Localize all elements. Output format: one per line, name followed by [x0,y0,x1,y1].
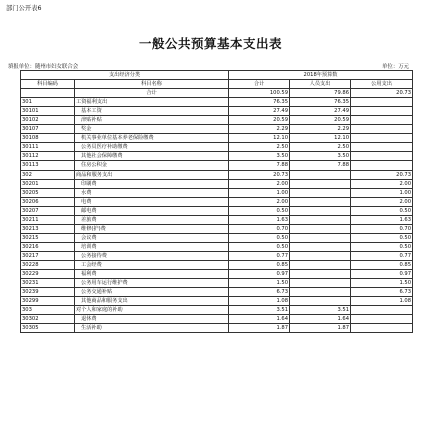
row-total: 0.97 [229,270,290,279]
row-public [351,125,413,134]
row-code: 30299 [21,297,75,306]
row-public: 0.97 [351,270,413,279]
row-personnel [290,242,351,251]
row-total: 1.00 [229,188,290,197]
row-public [351,315,413,324]
table-row [21,251,413,260]
row-personnel: 7.88 [290,161,351,170]
row-name: 商品和服务支出 [75,170,229,179]
row-total: 0.50 [229,242,290,251]
header-name: 科目名称 [75,80,229,89]
row-total: 2.00 [229,179,290,188]
row-code: 30201 [21,179,75,188]
row-public: 1.63 [351,215,413,224]
row-name: 维修(护)费 [75,224,229,233]
table-row [21,297,413,306]
table-row [21,206,413,215]
table-row [21,260,413,269]
row-personnel [290,288,351,297]
row-name: 公务员医疗补助缴费 [75,143,229,152]
row-public [351,143,413,152]
row-public: 0.70 [351,224,413,233]
row-code: 301 [21,98,75,107]
row-name: 福利费 [75,270,229,279]
table-row [21,233,413,242]
table-tag: 部门公开表6 [6,5,42,12]
row-public: 20.73 [351,89,413,98]
row-total: 6.73 [229,288,290,297]
row-total: 20.73 [229,170,290,179]
row-name: 机关事业单位基本养老保险缴费 [75,134,229,143]
row-personnel: 2.50 [290,143,351,152]
row-personnel [290,197,351,206]
row-personnel [290,224,351,233]
row-code: 30211 [21,215,75,224]
row-public [351,116,413,125]
row-personnel: 79.86 [290,89,351,98]
row-name: 公务接待费 [75,251,229,260]
row-personnel: 76.35 [290,98,351,107]
row-code: 30108 [21,134,75,143]
table-row [21,107,413,116]
row-code: 30216 [21,242,75,251]
row-code: 30213 [21,224,75,233]
row-public: 0.50 [351,206,413,215]
row-name: 其他商品和服务支出 [75,297,229,306]
row-total: 0.85 [229,260,290,269]
table-row [21,215,413,224]
row-personnel [290,170,351,179]
row-total: 1.87 [229,324,290,333]
table-row [21,179,413,188]
row-personnel [290,233,351,242]
row-total: 3.50 [229,152,290,161]
row-code: 30205 [21,188,75,197]
row-code: 30107 [21,125,75,134]
table-row [21,170,413,179]
table-row [21,152,413,161]
table-row [21,288,413,297]
row-total: 1.50 [229,279,290,288]
table-row [21,279,413,288]
row-public: 0.85 [351,260,413,269]
row-personnel [290,260,351,269]
row-total: 1.64 [229,315,290,324]
row-public: 2.00 [351,179,413,188]
row-personnel [290,188,351,197]
row-personnel [290,206,351,215]
table-row [21,89,413,98]
table-row [21,125,413,134]
row-personnel: 20.59 [290,116,351,125]
row-public: 1.08 [351,297,413,306]
currency-unit: 单位：万元 [382,64,409,70]
row-personnel [290,270,351,279]
table-row [21,98,413,107]
table-row [21,143,413,152]
table-row [21,116,413,125]
header-economic-classification: 支出经济分类 [21,71,229,80]
table-row [21,242,413,251]
budget-table [20,70,413,333]
row-total: 20.59 [229,116,290,125]
row-code: 30302 [21,315,75,324]
header-budget-year: 2018年预算数 [229,71,413,80]
row-code: 30228 [21,260,75,269]
row-total: 2.50 [229,143,290,152]
header-personnel: 人员支出 [290,80,351,89]
row-code: 30239 [21,288,75,297]
row-total: 7.88 [229,161,290,170]
row-code: 303 [21,306,75,315]
table-row [21,134,413,143]
row-total: 12.10 [229,134,290,143]
table-row [21,197,413,206]
row-name: 邮电费 [75,206,229,215]
row-name: 会议费 [75,233,229,242]
row-name: 公务用车运行维护费 [75,279,229,288]
table-row [21,270,413,279]
row-code: 30231 [21,279,75,288]
row-public: 6.73 [351,288,413,297]
row-public: 20.73 [351,170,413,179]
row-code: 30229 [21,270,75,279]
row-public [351,161,413,170]
row-personnel: 12.10 [290,134,351,143]
row-public [351,98,413,107]
row-code: 30217 [21,251,75,260]
row-personnel: 3.51 [290,306,351,315]
row-total: 27.49 [229,107,290,116]
row-code: 302 [21,170,75,179]
row-name: 公务交通补贴 [75,288,229,297]
table-row [21,315,413,324]
table-body [21,89,413,333]
row-personnel [290,251,351,260]
row-total: 3.51 [229,306,290,315]
row-personnel: 2.29 [290,125,351,134]
row-public: 0.50 [351,233,413,242]
row-name: 电费 [75,197,229,206]
row-name: 住房公积金 [75,161,229,170]
row-personnel: 27.49 [290,107,351,116]
row-code: 30111 [21,143,75,152]
row-code: 30101 [21,107,75,116]
header-public: 公用支出 [351,80,413,89]
row-personnel: 1.87 [290,324,351,333]
row-code: 30102 [21,116,75,125]
table-row [21,188,413,197]
row-personnel: 1.64 [290,315,351,324]
row-total: 76.35 [229,98,290,107]
row-public [351,107,413,116]
row-personnel: 3.50 [290,152,351,161]
row-name: 生活补助 [75,324,229,333]
row-total: 0.50 [229,233,290,242]
header-total: 合计 [229,80,290,89]
row-code: 30215 [21,233,75,242]
row-public [351,324,413,333]
row-total: 1.08 [229,297,290,306]
row-code: 30206 [21,197,75,206]
row-code: 30113 [21,161,75,170]
row-total: 2.29 [229,125,290,134]
row-public [351,306,413,315]
row-total: 0.77 [229,251,290,260]
table-row [21,161,413,170]
row-name: 奖金 [75,125,229,134]
row-personnel [290,279,351,288]
page-title: 一般公共预算基本支出表 [138,36,282,51]
row-public [351,152,413,161]
row-name: 对个人和家庭的补助 [75,306,229,315]
row-code [21,89,75,98]
row-personnel [290,297,351,306]
row-code: 30112 [21,152,75,161]
row-personnel [290,215,351,224]
row-total: 0.50 [229,206,290,215]
row-name: 水费 [75,188,229,197]
row-name: 其他社会保障缴费 [75,152,229,161]
row-public: 2.00 [351,197,413,206]
row-name: 工会经费 [75,260,229,269]
row-name: 基本工资 [75,107,229,116]
table-row [21,224,413,233]
row-total: 0.70 [229,224,290,233]
row-total: 1.63 [229,215,290,224]
row-public: 0.77 [351,251,413,260]
reporting-unit: 填报单位：随州市妇女联合会 [8,64,79,70]
row-personnel [290,179,351,188]
row-name: 差旅费 [75,215,229,224]
table-row [21,306,413,315]
row-name: 印刷费 [75,179,229,188]
row-name: 培训费 [75,242,229,251]
row-code: 30207 [21,206,75,215]
header-code: 科目编码 [21,80,75,89]
row-name: 津贴补贴 [75,116,229,125]
row-code: 30305 [21,324,75,333]
row-public: 1.50 [351,279,413,288]
row-name: 工资福利支出 [75,98,229,107]
row-public [351,134,413,143]
row-total: 2.00 [229,197,290,206]
row-public: 1.00 [351,188,413,197]
row-total: 100.59 [229,89,290,98]
row-name: 退休费 [75,315,229,324]
row-public: 0.50 [351,242,413,251]
row-name: 合计 [75,89,229,98]
table-row [21,324,413,333]
